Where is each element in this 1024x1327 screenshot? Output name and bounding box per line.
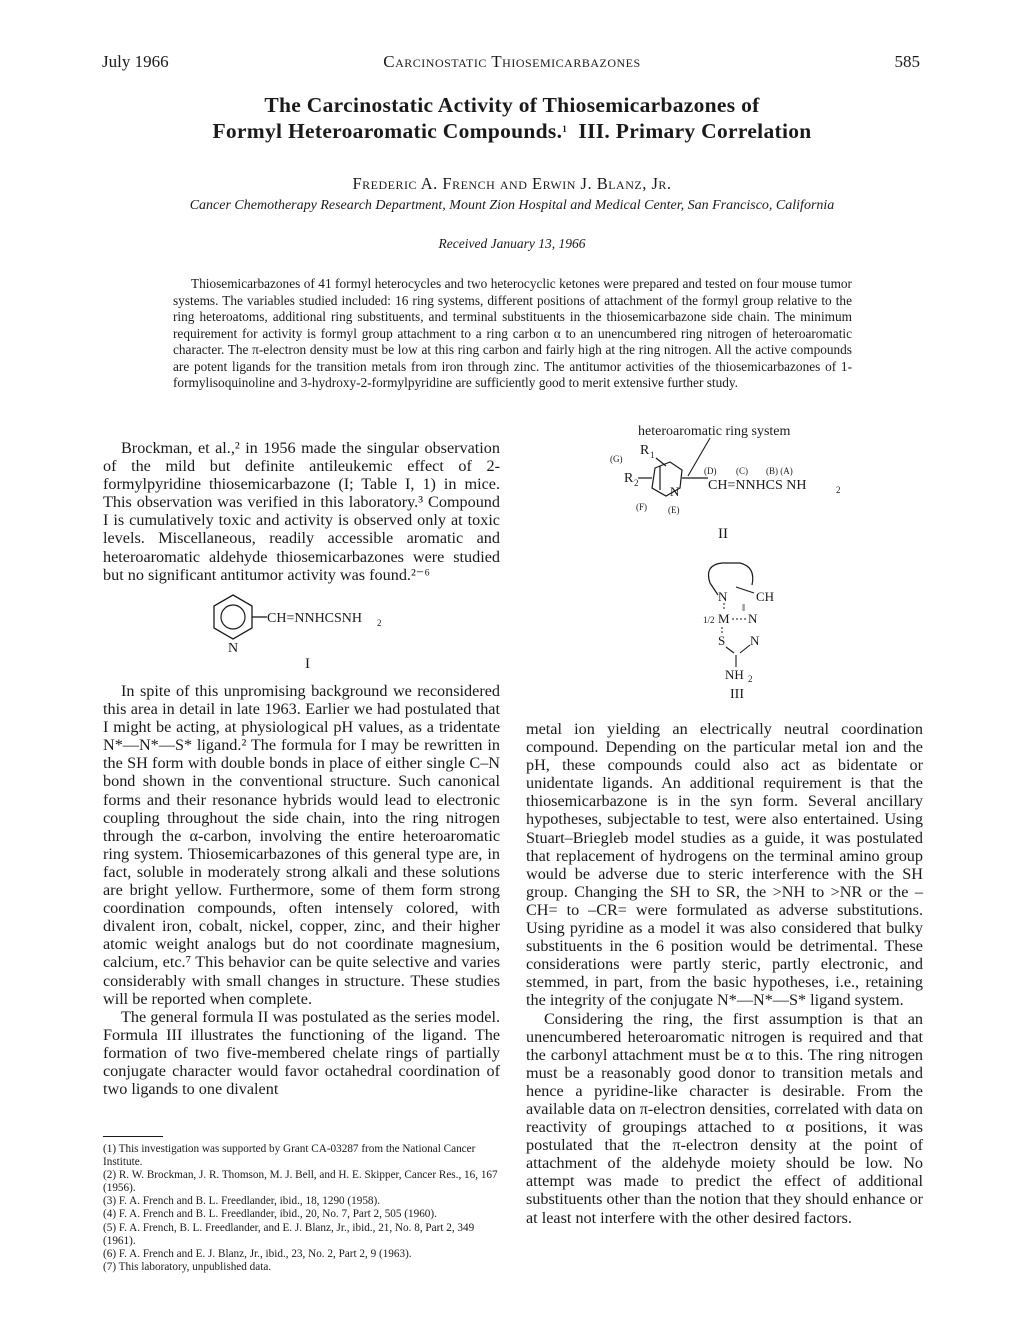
footnote: (3) F. A. French and B. L. Freedlander, ibid., 18, 1290 (1958). [103, 1195, 381, 1208]
side-chain-subscript: 2 [836, 485, 841, 495]
structure-II-number: II [718, 526, 728, 542]
title-footnote-ref: 1 [562, 124, 568, 134]
footnote: (2) R. W. Brockman, J. R. Thomson, M. J. Bell, and H. E. Skipper, Cancer Res., 16, 167 (1956). [103, 1169, 498, 1195]
ring-nitrogen-label: N [228, 641, 239, 656]
ring-nitrogen-label: N [718, 589, 728, 604]
amino-label: NH [725, 667, 744, 682]
side-chain-label: CH=NNHCS NH [708, 478, 807, 493]
position-g-label: (G) [610, 454, 623, 464]
position-e-label: (E) [668, 505, 680, 515]
paragraph: The general formula II was postulated as the series model. Formula III illustrates the functioning of the ligand. The formation of two five-membered chelate rings of partially conjugate character would favor octahedral coordination of two ligands to one divalent [103, 1007, 500, 1099]
structure-I [205, 590, 405, 680]
ring-nitrogen-label: N [670, 484, 680, 499]
position-f-label: (F) [636, 502, 647, 512]
amino-subscript: 2 [748, 674, 753, 684]
structure-I-drawing [205, 590, 405, 680]
title-main: Formyl Heteroaromatic Compounds. [212, 119, 563, 143]
side-chain-label: CH=NNHCSNH [267, 611, 363, 626]
paragraph: In spite of this unpromising background we reconsidered this area in detail in late 1963. Earlier we had postulated that I might be acting, at physiological pH values, as a tridentate N*—N*—S* ligand.² The formula for I may be rewritten in the SH form with double bonds in place of either single C–N bond shown in the conventional structure. Such canonical forms and their resonance hybrids would lead to electronic coupling throughout the side chain, into the ring nitrogen through the α-carbon, involving the entire heteroaromatic ring system. Thiosemicarbazones of this general type are, in fact, soluble in moderately strong alkali and these solutions are bright yellow. Furthermore, some of them form strong coordination compounds, often intensely colored, with divalent iron, cobalt, nickel, copper, zinc, and their higher atomic weight analogs but do not coordinate magnesium, calcium, etc.⁷ This behavior can be quite selective and varies considerably with small changes in structure. These studies will be reported when complete. [103, 682, 500, 1008]
footnote: (4) F. A. French and B. L. Freedlander, ibid., 20, No. 7, Part 2, 505 (1960). [103, 1208, 437, 1221]
abstract [173, 276, 852, 392]
right-column [526, 720, 923, 1227]
r2-label: R [624, 471, 634, 486]
half-metal-label: 1/2 [703, 615, 715, 625]
r1-label: R [640, 443, 650, 458]
side-chain-subscript: 2 [377, 618, 382, 628]
article-title-line-2 [0, 119, 1024, 144]
authors: Frederic A. French and Erwin J. Blanz, Jr. [352, 174, 672, 193]
r2-subscript: 2 [634, 478, 639, 488]
methine-label: CH [756, 589, 775, 604]
structure-II-drawing [600, 418, 860, 543]
structure-III-drawing [670, 555, 810, 700]
svg-text:‖: ‖ [742, 602, 746, 614]
page-number: 585 [894, 52, 920, 71]
paragraph: Brockman, et al.,² in 1956 made the singular observation of the mild but definite antileukemic effect of 2-formylpyridine thiosemicarbazone (I; Table I, 1) in mice. This observation was verified in this laboratory.³ Compound I is cumulatively toxic and activity is observed only at toxic levels. Miscellaneous, readily accessible aromatic and heteroaromatic aldehyde thiosemicarbazones were studied but no significant antitumor activity was found.²⁻⁶ [103, 439, 500, 584]
position-d-label: (D) [704, 466, 717, 476]
left-column-bottom [103, 682, 500, 1098]
structure-III-number: III [730, 687, 744, 700]
title-series: III. Primary Correlation [578, 119, 812, 143]
footnote: (1) This investigation was supported by Grant CA-03287 from the National Cancer Institute. [103, 1143, 476, 1169]
structure-II-caption: heteroaromatic ring system [638, 424, 791, 439]
footnotes [103, 1143, 500, 1274]
position-ba-label: (B) (A) [766, 466, 793, 476]
metal-label: M [718, 611, 730, 626]
structure-II [600, 418, 860, 543]
hydrazone-nitrogen-label: N [748, 611, 758, 626]
footnote: (7) This laboratory, unpublished data. [103, 1260, 272, 1273]
sulfur-label: S [718, 633, 726, 648]
position-c-label: (C) [736, 466, 748, 476]
structure-I-number: I [305, 656, 310, 672]
affiliation: Cancer Chemotherapy Research Department, Mount Zion Hospital and Medical Center, San Francisco, California [189, 198, 835, 213]
footnote: (5) F. A. French, B. L. Freedlander, and E. J. Blanz, Jr., ibid., 21, No. 8, Part 2, 349 (1961). [103, 1221, 475, 1247]
left-column-top [103, 439, 500, 584]
paragraph: Considering the ring, the first assumption is that an unencumbered heteroaromatic nitrogen is required and that the carbonyl attachment must be α to this. The ring nitrogen must be a reasonably good donor to transition metals and hence a pyridine-like character is desirable. From the available data on π-electron densities, correlated with data on reactivity of groupings attached to α positions, it was postulated that the π-electron density at the point of attachment of the aldehyde moiety should be low. No attempt was made to predict the effect of additional substituents other than the notion that they should enhance or at least not interfere with the other desired factors. [526, 1009, 923, 1227]
structure-III [670, 555, 810, 700]
paragraph: metal ion yielding an electrically neutral coordination compound. Depending on the particular metal ion and the pH, these compounds could also act as bidentate or unidentate ligands. An additional requirement is that the thiosemicarbazone is in the syn form. Several ancillary hypotheses, subjectable to test, were also entertained. Using Stuart–Briegleb model studies as a guide, it was postulated that replacement of hydrogens on the terminal amino group would be adverse due to steric interference with the SH group. Changing the SH to SR, the >NH to >NR or the –CH= to –CR= were formulated as adverse substitutions. Using pyridine as a model it was also considered that bulky substituents in the 6 position would be detrimental. These considerations were partly steric, partly electronic, and stemmed, in part, from the basic hypotheses, i.e., retaining the integrity of the conjugate N*—N*—S* ligand system. [526, 720, 923, 1010]
abstract-text: Thiosemicarbazones of 41 formyl heterocycles and two heterocyclic ketones were prepared and tested on four mouse tumor systems. The variables studied included: 16 ring systems, different positions of attachment of the formyl group relative to the ring heteroatoms, additional ring substituents, and terminal substituents in the thiosemicarbazone side chain. The minimum requirement for activity is formyl group attachment to a ring carbon α to an unencumbered ring nitrogen of heteroaromatic character. The π-electron density must be low at this ring carbon and fairly high at the ring nitrogen. All the active compounds are potent ligands for the transition metals from iron through zinc. The antitumor activities of the thiosemicarbazones of 1-formylisoquinoline and 3-hydroxy-2-formylpyridine are sufficiently good to merit extensive further study. [173, 276, 852, 390]
article-title-line-1: The Carcinostatic Activity of Thiosemicarbazones of [264, 93, 760, 117]
footnote-rule [103, 1136, 163, 1137]
running-header-date: July 1966 [102, 52, 169, 71]
thioamide-nitrogen-label: N [750, 633, 760, 648]
r1-subscript: 1 [650, 450, 655, 460]
running-header-title: Carcinostatic Thiosemicarbazones [383, 52, 641, 71]
footnote: (6) F. A. French and E. J. Blanz, Jr., ibid., 23, No. 2, Part 2, 9 (1963). [103, 1247, 412, 1260]
received-date: Received January 13, 1966 [438, 236, 586, 251]
